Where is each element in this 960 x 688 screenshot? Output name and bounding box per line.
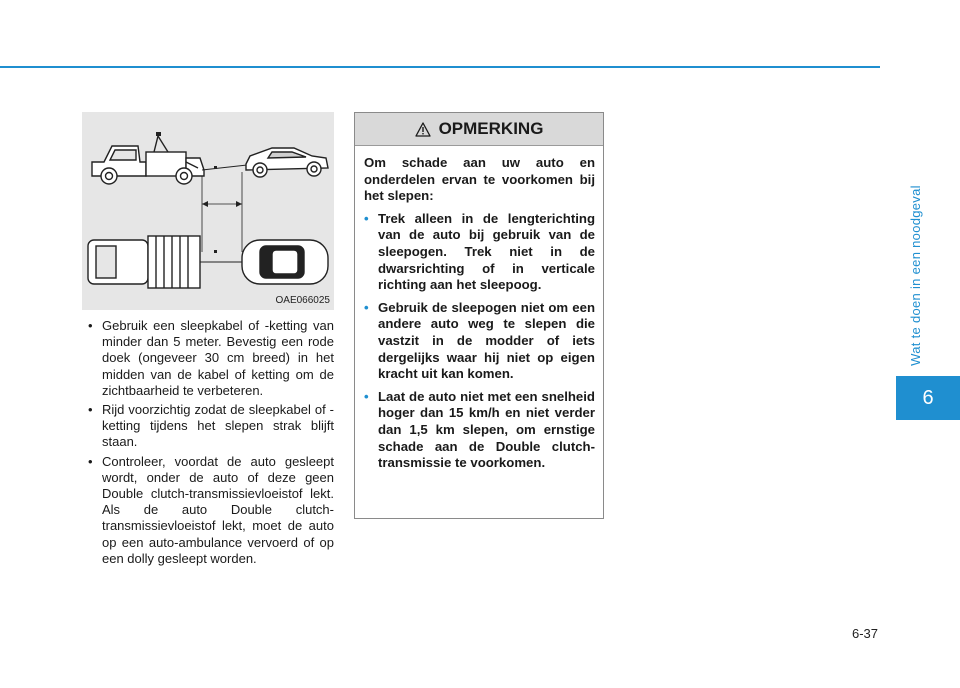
tow-truck-and-car-icon (82, 112, 334, 310)
warning-triangle-icon (415, 122, 431, 137)
chapter-number: 6 (922, 386, 934, 409)
section-side-label (903, 180, 927, 370)
list-item: • Controleer, voordat de auto gesleept wordt, onder de auto of deze geen Double clutch-transmissievloeistof lekt. Als de auto Double clutch-transmissievloeistof lekt, moet de auto op een auto-ambulance vervoerd of op een dolly gesleept worden. (86, 454, 334, 567)
notice-list (364, 211, 595, 472)
figure-code: OAE066025 (275, 295, 330, 306)
list-item: • Rijd voorzichtig zodat de sleepkabel of -ketting tijdens het slepen strak blijft staan. (86, 402, 334, 451)
list-item: • Trek alleen in de lengterichting van de auto bij gebruik van de sleepogen. Trek niet in de dwarsrichting of in verticale richting aan het sleepoog. (364, 211, 595, 294)
towing-illustration (82, 112, 334, 310)
list-item: • Laat de auto niet met een snelheid hoger dan 15 km/h en niet verder dan 1,5 km slepen, om ernstige schade aan de Double clutch-transmissie te voorkomen. (364, 389, 595, 472)
notice-header (355, 113, 603, 146)
notice-body (355, 146, 603, 472)
top-rule (0, 66, 880, 68)
page-number: 6-37 (851, 626, 878, 641)
notice-intro: Om schade aan uw auto en onderdelen ervan te voorkomen bij het slepen: (364, 155, 595, 204)
section-title: Wat te doen in een noodgeval (907, 184, 923, 366)
towing-instructions-list (86, 318, 334, 570)
list-item: • Gebruik een sleepkabel of -ketting van minder dan 5 meter. Bevestig een rode doek (ongeveer 30 cm breed) in het midden van de kabel of ketting om de zichtbaarheid te verbeteren. (86, 318, 334, 399)
notice-box (354, 112, 604, 519)
list-item: • Gebruik de sleepogen niet om een andere auto weg te slepen die vastzit in de modder of iets dergelijks waar hij niet op eigen kracht uit kan komen. (364, 300, 595, 383)
notice-title: OPMERKING (438, 119, 544, 138)
chapter-tab (896, 376, 960, 420)
